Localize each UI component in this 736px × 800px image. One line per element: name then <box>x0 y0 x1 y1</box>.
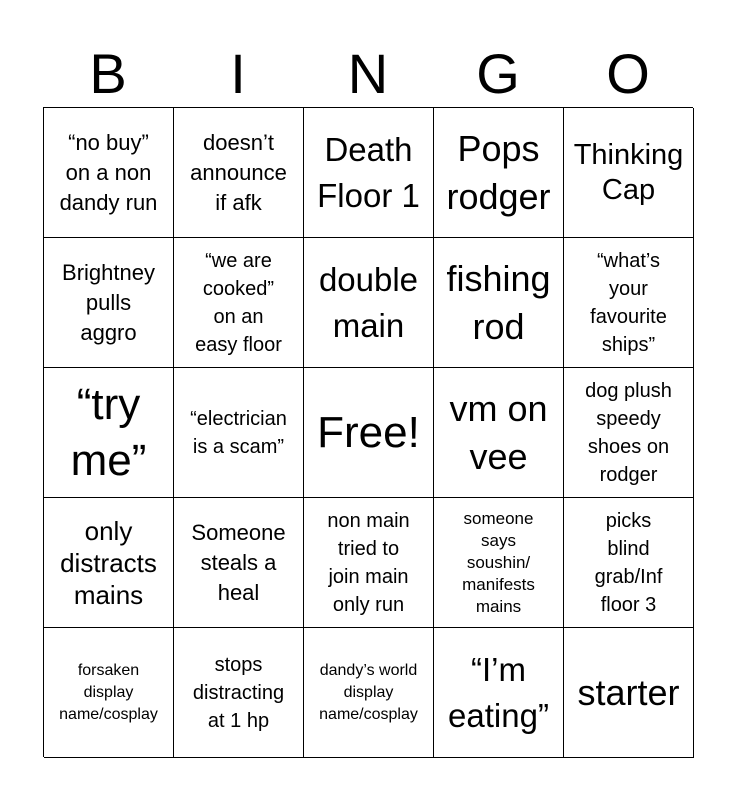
cell-text: non main tried to join main only run <box>327 509 410 616</box>
header-letter-g: G <box>476 42 520 105</box>
bingo-cell[interactable] <box>564 498 694 628</box>
bingo-cell[interactable] <box>174 368 304 498</box>
cell-text: starter <box>577 671 680 713</box>
bingo-header <box>43 40 693 108</box>
header-letter-i: I <box>230 42 246 105</box>
cell-text: picks blind grab/Inf floor 3 <box>594 509 663 616</box>
bingo-cell[interactable] <box>434 628 564 758</box>
bingo-cell[interactable] <box>174 108 304 238</box>
bingo-cell[interactable] <box>174 498 304 628</box>
cell-text: “we are cooked” on an easy floor <box>195 249 282 356</box>
bingo-cell[interactable] <box>304 108 434 238</box>
bingo-cell[interactable] <box>174 238 304 368</box>
cell-text: Brightney pulls aggro <box>62 259 155 345</box>
cell-text: Pops rodger <box>446 127 551 217</box>
bingo-cell[interactable] <box>44 498 174 628</box>
cell-text: forsaken display name/cosplay <box>59 661 158 723</box>
cell-text: stops distracting at 1 hp <box>192 653 285 732</box>
bingo-cell[interactable] <box>564 368 694 498</box>
bingo-cell[interactable] <box>44 628 174 758</box>
bingo-cell[interactable] <box>434 498 564 628</box>
cell-text: “what’s your favourite ships” <box>590 249 667 356</box>
bingo-cell[interactable] <box>304 238 434 368</box>
cell-text: “no buy” on a non dandy run <box>59 129 158 215</box>
header-letter-b: B <box>89 42 127 105</box>
bingo-cell[interactable] <box>44 238 174 368</box>
header-letter-n: N <box>347 42 389 105</box>
cell-text: doesn’t announce if afk <box>190 129 287 215</box>
bingo-cell[interactable] <box>434 238 564 368</box>
bingo-cell[interactable] <box>174 628 304 758</box>
bingo-cell[interactable] <box>44 368 174 498</box>
cell-text: “I’m eating” <box>448 650 549 734</box>
cell-text: someone says soushin/ manifests mains <box>462 508 535 616</box>
cell-text: “electrician is a scam” <box>190 407 287 458</box>
cell-text: Someone steals a heal <box>191 519 286 605</box>
cell-text: “try me” <box>70 379 147 485</box>
cell-text: double main <box>318 260 419 344</box>
cell-text: fishing rod <box>446 257 551 347</box>
bingo-cell[interactable] <box>434 108 564 238</box>
bingo-cell[interactable] <box>304 628 434 758</box>
cell-text: Death Floor 1 <box>317 130 420 214</box>
bingo-cell-free[interactable] <box>304 368 434 498</box>
header-letter-o: O <box>606 42 650 105</box>
bingo-board <box>43 107 693 757</box>
cell-text: Thinking Cap <box>573 138 684 206</box>
bingo-cell[interactable] <box>564 108 694 238</box>
free-space-text: Free! <box>317 407 420 457</box>
cell-text: vm on vee <box>449 387 548 477</box>
bingo-cell[interactable] <box>304 498 434 628</box>
bingo-cell[interactable] <box>564 238 694 368</box>
bingo-cell[interactable] <box>44 108 174 238</box>
bingo-cell[interactable] <box>434 368 564 498</box>
cell-text: only distracts mains <box>60 515 157 610</box>
bingo-cell[interactable] <box>564 628 694 758</box>
cell-text: dog plush speedy shoes on rodger <box>585 379 672 486</box>
cell-text: dandy’s world display name/cosplay <box>319 661 418 723</box>
